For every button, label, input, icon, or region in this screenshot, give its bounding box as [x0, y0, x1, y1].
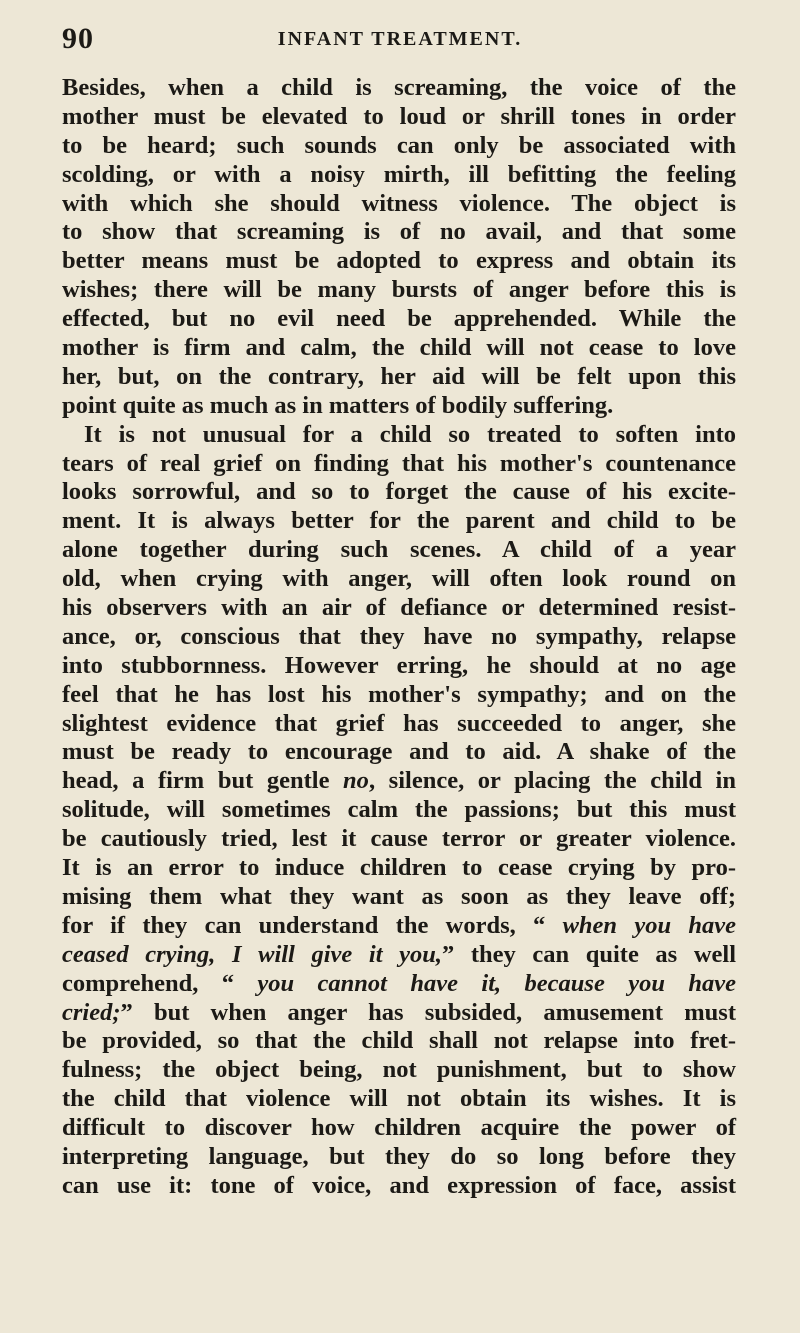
text-segment: ” but when anger has subsided, amusement must	[120, 998, 736, 1026]
text-line	[62, 883, 736, 912]
text-segment: head, a firm but gentle	[62, 767, 344, 795]
text-line	[62, 854, 736, 883]
text-line	[62, 536, 736, 565]
text-segment: mising them what they want as soon as they leave off;	[62, 882, 736, 910]
text-segment: must be ready to encourage and to aid. A shake of the	[62, 738, 736, 766]
text-segment: his observers with an air of defiance or determined resist-	[62, 594, 736, 622]
text-line	[62, 421, 736, 450]
text-line	[62, 999, 736, 1028]
text-segment: slightest evidence that grief has succeeded to anger, she	[62, 709, 736, 737]
text-segment: comprehend, “	[62, 969, 258, 997]
text-segment: the child that violence will not obtain its wishes. It is	[62, 1085, 736, 1113]
italic-segment: no	[343, 767, 369, 795]
text-line	[62, 825, 736, 854]
text-line	[62, 247, 736, 276]
page-number: 90	[62, 22, 94, 55]
body-text	[62, 74, 736, 1201]
text-line	[62, 565, 736, 594]
text-segment: better means must be adopted to express and obtain its	[62, 247, 736, 275]
text-line	[62, 103, 736, 132]
text-line	[62, 218, 736, 247]
text-segment: can use it: tone of voice, and expression of face, assist	[62, 1171, 736, 1199]
text-segment: old, when crying with anger, will often look round on	[62, 565, 736, 593]
text-line	[62, 450, 736, 479]
text-segment: into stubbornness. However erring, he should at no age	[62, 651, 736, 679]
text-segment: with which she should witness violence. The object is	[62, 189, 736, 217]
text-segment: difficult to discover how children acquire the power of	[62, 1114, 736, 1142]
text-line	[62, 594, 736, 623]
running-title: INFANT TREATMENT.	[277, 28, 523, 50]
text-segment: alone together during such scenes. A child of a year	[62, 536, 736, 564]
text-line	[62, 1056, 736, 1085]
text-line	[62, 1143, 736, 1172]
text-segment: mother is firm and calm, the child will not cease to love	[62, 334, 736, 362]
text-segment: wishes; there will be many bursts of anger before this is	[62, 276, 736, 304]
text-line	[62, 912, 736, 941]
italic-segment: cried;	[62, 998, 121, 1026]
text-segment: effected, but no evil need be apprehended. While the	[62, 305, 736, 333]
text-segment: ment. It is always better for the parent and child to be	[62, 507, 736, 535]
text-segment: feel that he has lost his mother's sympathy; and on the	[62, 680, 736, 708]
page-header	[62, 22, 738, 66]
text-segment: ance, or, conscious that they have no sympathy, relapse	[62, 622, 736, 650]
text-segment: tears of real grief on finding that his mother's countenance	[62, 449, 736, 477]
text-segment: be provided, so that the child shall not relapse into fret-	[62, 1027, 736, 1055]
text-line	[62, 363, 736, 392]
text-segment: interpreting language, but they do so long before they	[62, 1142, 736, 1170]
text-line	[62, 1085, 736, 1114]
text-line	[62, 970, 736, 999]
text-segment: to show that screaming is of no avail, and that some	[62, 218, 736, 246]
italic-segment: ceased crying, I will give it you,	[62, 940, 442, 968]
text-segment: solitude, will sometimes calm the passions; but this must	[62, 796, 736, 824]
text-line	[62, 1114, 736, 1143]
text-line	[62, 478, 736, 507]
text-segment: for if they can understand the words, “	[62, 911, 563, 939]
text-segment: point quite as much as in matters of bodily suffering.	[62, 391, 614, 419]
text-segment: scolding, or with a noisy mirth, ill befitting the feeling	[62, 160, 736, 188]
text-line	[62, 710, 736, 739]
text-line	[62, 132, 736, 161]
text-segment: mother must be elevated to loud or shrill tones in order	[62, 102, 736, 130]
text-line	[62, 334, 736, 363]
text-line	[62, 161, 736, 190]
text-segment: It is not unusual for a child so treated to soften into	[84, 420, 736, 448]
text-segment: , silence, or placing the child in	[368, 767, 736, 795]
italic-segment: when you have	[562, 911, 737, 939]
text-line	[62, 941, 736, 970]
text-line	[62, 623, 736, 652]
text-segment: Besides, when a child is screaming, the voice of the	[62, 74, 736, 101]
text-line	[62, 392, 736, 421]
text-line	[62, 74, 736, 103]
text-segment: It is an error to induce children to cease crying by pro-	[62, 854, 736, 882]
text-line	[62, 507, 736, 536]
text-line	[62, 305, 736, 334]
text-line	[62, 1172, 736, 1201]
text-segment: her, but, on the contrary, her aid will be felt upon this	[62, 362, 736, 390]
text-line	[62, 190, 736, 219]
text-line	[62, 796, 736, 825]
text-line	[62, 681, 736, 710]
text-segment: ” they can quite as well	[442, 940, 737, 968]
text-segment: to be heard; such sounds can only be associated with	[62, 131, 736, 159]
text-segment: be cautiously tried, lest it cause terror or greater violence.	[62, 825, 736, 853]
text-segment: fulness; the object being, not punishment, but to show	[62, 1056, 736, 1084]
text-line	[62, 276, 736, 305]
text-line	[62, 1027, 736, 1056]
italic-segment: you cannot have it, because you have	[257, 969, 737, 997]
text-segment: looks sorrowful, and so to forget the cause of his excite-	[62, 478, 736, 506]
text-line	[62, 652, 736, 681]
text-line	[62, 767, 736, 796]
text-line	[62, 738, 736, 767]
